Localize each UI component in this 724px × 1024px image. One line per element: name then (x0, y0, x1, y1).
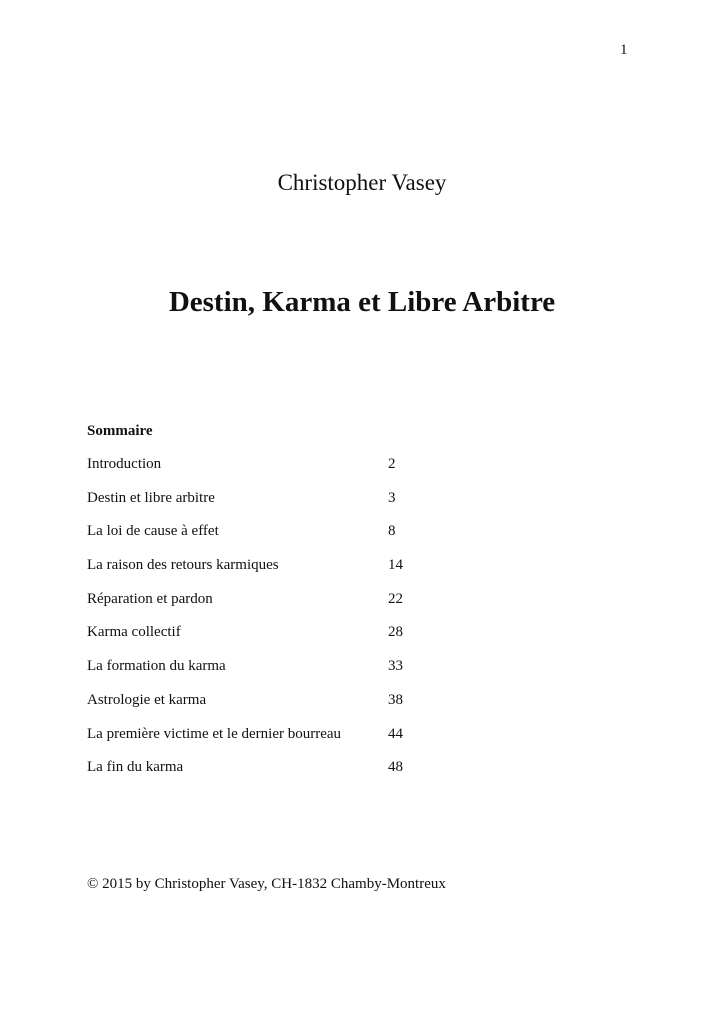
toc-entry-page: 8 (388, 523, 396, 540)
toc-entry-label: La loi de cause à effet (87, 523, 219, 540)
toc-entry-label: Astrologie et karma (87, 691, 207, 708)
toc-entry (87, 556, 487, 590)
table-of-contents (87, 422, 487, 792)
toc-entry-page: 28 (388, 624, 403, 641)
toc-entry (87, 522, 487, 556)
toc-entry-page: 44 (388, 725, 403, 742)
toc-entry-page: 22 (388, 590, 403, 607)
toc-entry-label: Introduction (87, 456, 162, 472)
toc-entry (87, 758, 487, 792)
toc-heading: Sommaire (87, 423, 153, 439)
toc-entry (87, 455, 487, 489)
toc-entry-page: 14 (388, 557, 403, 574)
toc-entry (87, 489, 487, 523)
toc-entry (87, 623, 487, 657)
copyright-notice: © 2015 by Christopher Vasey, CH-1832 Chamby-Montreux (87, 876, 446, 892)
toc-entry (87, 657, 487, 691)
toc-entry-page: 3 (388, 489, 396, 506)
toc-entry (87, 725, 487, 759)
page-number: 1 (620, 42, 628, 58)
toc-entry-label: Karma collectif (87, 624, 181, 641)
toc-entry (87, 691, 487, 725)
toc-entry (87, 590, 487, 624)
toc-entry-label: La formation du karma (87, 658, 226, 675)
toc-entry-page: 2 (388, 456, 396, 472)
toc-entry-label: La raison des retours karmiques (87, 557, 279, 574)
toc-entry-page: 33 (388, 658, 403, 675)
author-name: Christopher Vasey (277, 170, 447, 195)
document-title: Destin, Karma et Libre Arbitre (168, 286, 556, 318)
toc-entry-page: 48 (388, 759, 403, 776)
toc-entry-label: La première victime et le dernier bourreau (87, 725, 342, 742)
toc-entry-label: La fin du karma (87, 759, 184, 776)
toc-entry-label: Réparation et pardon (87, 590, 213, 607)
toc-entry-page: 38 (388, 691, 403, 708)
toc-entry-label: Destin et libre arbitre (87, 489, 215, 506)
